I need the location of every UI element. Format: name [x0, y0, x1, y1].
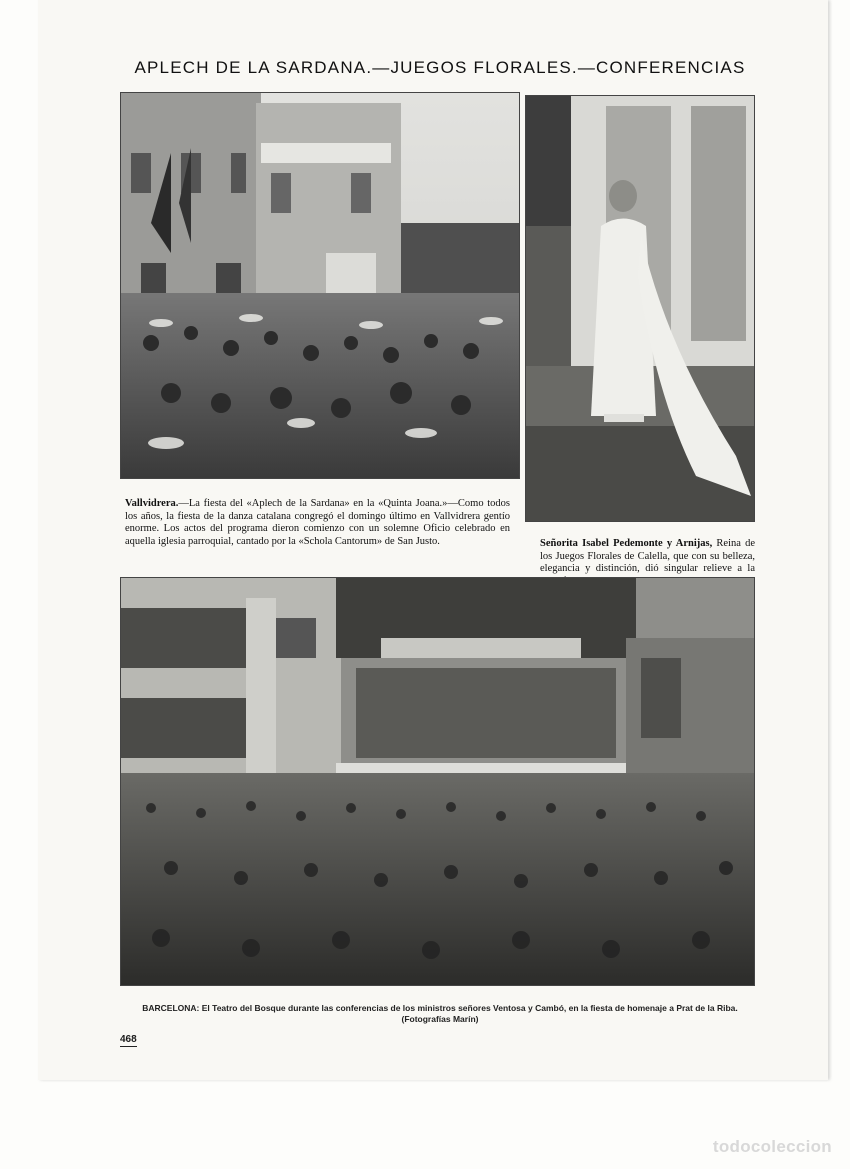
portrait-image — [526, 96, 754, 521]
watermark-logo: todocoleccion — [712, 1137, 832, 1156]
photo-teatro-bosque — [120, 577, 755, 986]
theatre-image — [121, 578, 754, 985]
caption-vallvidrera — [125, 498, 510, 548]
page-header: APLECH DE LA SARDANA.—JUEGOS FLORALES.—CONFERENCIAS — [134, 58, 746, 77]
page-number: 468 — [120, 1034, 137, 1045]
photo-sardana-crowd — [120, 92, 520, 479]
caption-isabel-text: Reina de los Juegos Florales de Calella, que con su belleza, elegancia y distinción, dió singular relieve a la — [540, 538, 756, 574]
caption-vallvidrera-text: —La fiesta del «Aplech de la Sardana» en la «Quinta Joana.»—Como todos los años, la fiesta de la danza catalana congregó el domingo último en Vallvidrera gentío enorme. Los actos del programa dieron comienzo con un solemne Oficio celebrado en aquella iglesia parroquial, cantado por la «Schola Cantorum» de San Justo. — [125, 498, 510, 547]
caption-teatro-bosque: BARCELONA: El Teatro del Bosque durante las conferencias de los ministros señores Ventosa y Cambó, en la fiesta de homenaje a Prat de la Riba. (Fotografías Marín) — [142, 1003, 738, 1024]
caption-vallvidrera-title: Vallvidrera. — [125, 498, 179, 509]
caption-isabel-title: Señorita Isabel Pedemonte y Arnijas, — [540, 538, 713, 549]
photo-isabel-pedemonte — [525, 95, 755, 522]
sardana-crowd-image — [121, 93, 519, 478]
